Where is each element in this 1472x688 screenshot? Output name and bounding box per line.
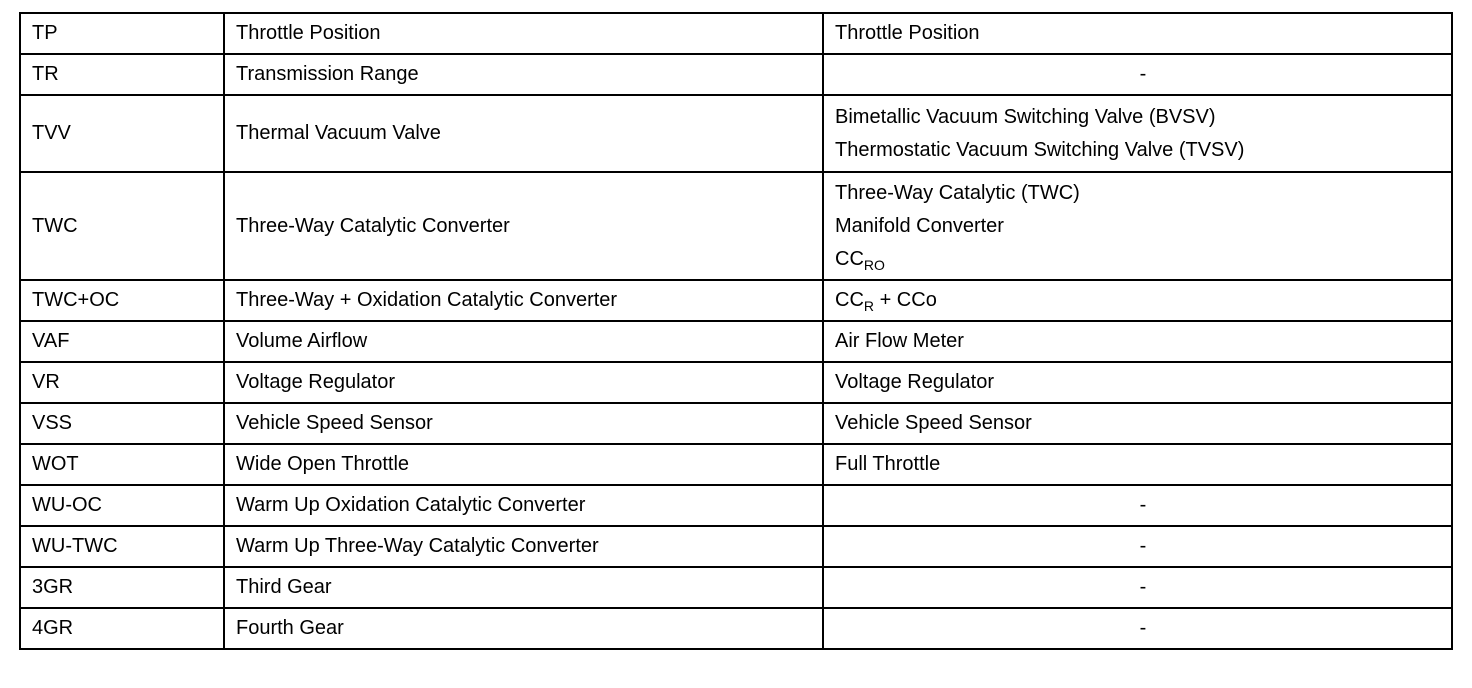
table-row — [20, 95, 1452, 172]
abbreviation-cell: TWC+OC — [20, 280, 224, 321]
equivalent-line: Bimetallic Vacuum Switching Valve (BVSV) — [835, 105, 1216, 128]
equivalent-cell: - — [823, 54, 1452, 95]
abbreviation-cell: TP — [20, 13, 224, 54]
abbreviation-cell: TWC — [20, 172, 224, 280]
equivalent-cell: Throttle Position — [823, 13, 1452, 54]
term-cell: Wide Open Throttle — [224, 444, 823, 485]
abbreviation-cell: VR — [20, 362, 224, 403]
equivalent-cell: Air Flow Meter — [823, 321, 1452, 362]
subscript-text: R — [863, 298, 875, 314]
term-cell: Warm Up Oxidation Catalytic Converter — [224, 485, 823, 526]
equivalent-cell: - — [823, 567, 1452, 608]
term-cell: Three-Way Catalytic Converter — [224, 172, 823, 280]
table-row — [20, 444, 1452, 485]
equivalent-cell: Voltage Regulator — [823, 362, 1452, 403]
equivalent-cell — [823, 95, 1452, 172]
abbreviation-table — [19, 12, 1453, 650]
equivalent-line: Three-Way Catalytic (TWC) — [835, 181, 1080, 204]
table-row — [20, 13, 1452, 54]
equivalent-line — [835, 243, 1451, 276]
table-row — [20, 485, 1452, 526]
term-cell: Volume Airflow — [224, 321, 823, 362]
equivalent-cell: Full Throttle — [823, 444, 1452, 485]
equivalent-cell: - — [823, 485, 1452, 526]
equivalent-suffix: + CCo — [874, 289, 937, 311]
table-row — [20, 54, 1452, 95]
abbreviation-cell: TVV — [20, 95, 224, 172]
abbreviation-cell: VSS — [20, 403, 224, 444]
abbreviation-cell: WU-OC — [20, 485, 224, 526]
term-cell: Thermal Vacuum Valve — [224, 95, 823, 172]
term-cell: Transmission Range — [224, 54, 823, 95]
term-cell: Third Gear — [224, 567, 823, 608]
term-cell: Throttle Position — [224, 13, 823, 54]
abbreviation-cell: 3GR — [20, 567, 224, 608]
equivalent-cell: - — [823, 608, 1452, 649]
term-cell: Voltage Regulator — [224, 362, 823, 403]
table-row — [20, 321, 1452, 362]
table-row — [20, 280, 1452, 321]
equivalent-line: Thermostatic Vacuum Switching Valve (TVSV) — [835, 138, 1245, 161]
abbreviation-cell: 4GR — [20, 608, 224, 649]
term-cell: Three-Way + Oxidation Catalytic Converter — [224, 280, 823, 321]
table-row — [20, 403, 1452, 444]
equivalent-cell — [823, 280, 1452, 321]
equivalent-cell: - — [823, 526, 1452, 567]
abbreviation-cell: WU-TWC — [20, 526, 224, 567]
term-cell: Vehicle Speed Sensor — [224, 403, 823, 444]
abbreviation-cell: TR — [20, 54, 224, 95]
table-row — [20, 362, 1452, 403]
abbreviation-cell: WOT — [20, 444, 224, 485]
term-cell: Warm Up Three-Way Catalytic Converter — [224, 526, 823, 567]
abbreviation-cell: VAF — [20, 321, 224, 362]
subscript-base: CC — [835, 289, 864, 311]
table-row — [20, 526, 1452, 567]
subscript-base: CC — [835, 247, 864, 270]
equivalent-cell — [823, 172, 1452, 280]
equivalent-cell: Vehicle Speed Sensor — [823, 403, 1452, 444]
term-cell: Fourth Gear — [224, 608, 823, 649]
table-row — [20, 567, 1452, 608]
equivalent-line: Manifold Converter — [835, 214, 1004, 237]
subscript-text: RO — [863, 256, 885, 273]
table-row — [20, 608, 1452, 649]
table-row — [20, 172, 1452, 280]
